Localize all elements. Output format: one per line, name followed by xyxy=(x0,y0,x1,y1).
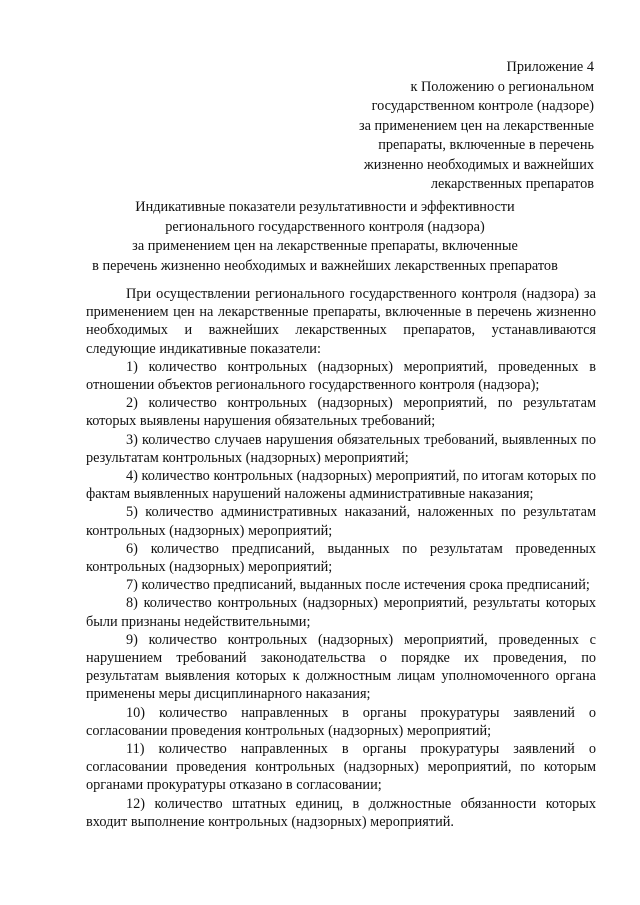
document-body xyxy=(86,285,596,831)
title-line: Индикативные показатели результативности и эффективности xyxy=(135,199,515,215)
indicator-item: 9) количество контрольных (надзорных) мероприятий, проведенных с нарушением требований законодательства о порядке их проведения, по результатам выявления которых к должностным лицам уполномоченного органа применены меры дисциплинарного наказания; xyxy=(86,631,596,703)
indicator-item: 11) количество направленных в органы прокуратуры заявлений о согласовании проведения контрольных (надзорных) мероприятий, по которым органами прокуратуры отказано в согласовании; xyxy=(86,741,596,794)
indicator-item: 10) количество направленных в органы прокуратуры заявлений о согласовании проведения контрольных (надзорных) мероприятий; xyxy=(86,704,596,739)
appendix-header xyxy=(274,58,594,195)
appendix-line: за применением цен на лекарственные xyxy=(358,117,594,134)
intro-paragraph: При осуществлении регионального государственного контроля (надзора) за применением цен на лекарственные препараты, включенные в перечень жизненно необходимых и важнейших лекарственных препаратов, устанавливаются следующие индикативные показатели: xyxy=(86,286,596,357)
indicator-item: 3) количество случаев нарушения обязательных требований, выявленных по результатам контрольных (надзорных) мероприятий; xyxy=(86,431,596,466)
indicator-item: 1) количество контрольных (надзорных) мероприятий, проведенных в отношении объектов регионального государственного контроля (надзора); xyxy=(86,358,596,394)
appendix-line: лекарственных препаратов xyxy=(430,176,594,192)
appendix-line: препараты, включенные в перечень xyxy=(378,137,594,153)
indicator-item: 2) количество контрольных (надзорных) мероприятий, по результатам которых выявлены нарушения обязательных требований; xyxy=(86,395,596,430)
indicator-item: 7) количество предписаний, выданных после истечения срока предписаний; xyxy=(126,577,590,594)
indicator-item: 6) количество предписаний, выданных по результатам проведенных контрольных (надзорных) мероприятий; xyxy=(86,540,596,576)
appendix-line: Приложение 4 xyxy=(506,59,594,75)
appendix-line: государственном контроле (надзоре) xyxy=(371,98,594,114)
document-title xyxy=(52,198,598,276)
appendix-line: жизненно необходимых и важнейших xyxy=(363,156,594,173)
title-line: в перечень жизненно необходимых и важнейших лекарственных препаратов xyxy=(92,257,558,274)
indicator-item: 5) количество административных наказаний, наложенных по результатам контрольных (надзорных) мероприятий; xyxy=(86,504,596,539)
indicator-item: 4) количество контрольных (надзорных) мероприятий, по итогам которых по фактам выявленных нарушений наложены административные наказания; xyxy=(86,468,596,503)
title-line: за применением цен на лекарственные препараты, включенные xyxy=(132,238,518,254)
indicator-item: 12) количество штатных единиц, в должностные обязанности которых входит выполнение контрольных (надзорных) мероприятий. xyxy=(86,795,596,830)
appendix-line: к Положению о региональном xyxy=(410,78,594,95)
title-line: регионального государственного контроля (надзора) xyxy=(165,218,485,235)
indicator-item: 8) количество контрольных (надзорных) мероприятий, результаты которых были признаны недействительными; xyxy=(86,595,596,630)
